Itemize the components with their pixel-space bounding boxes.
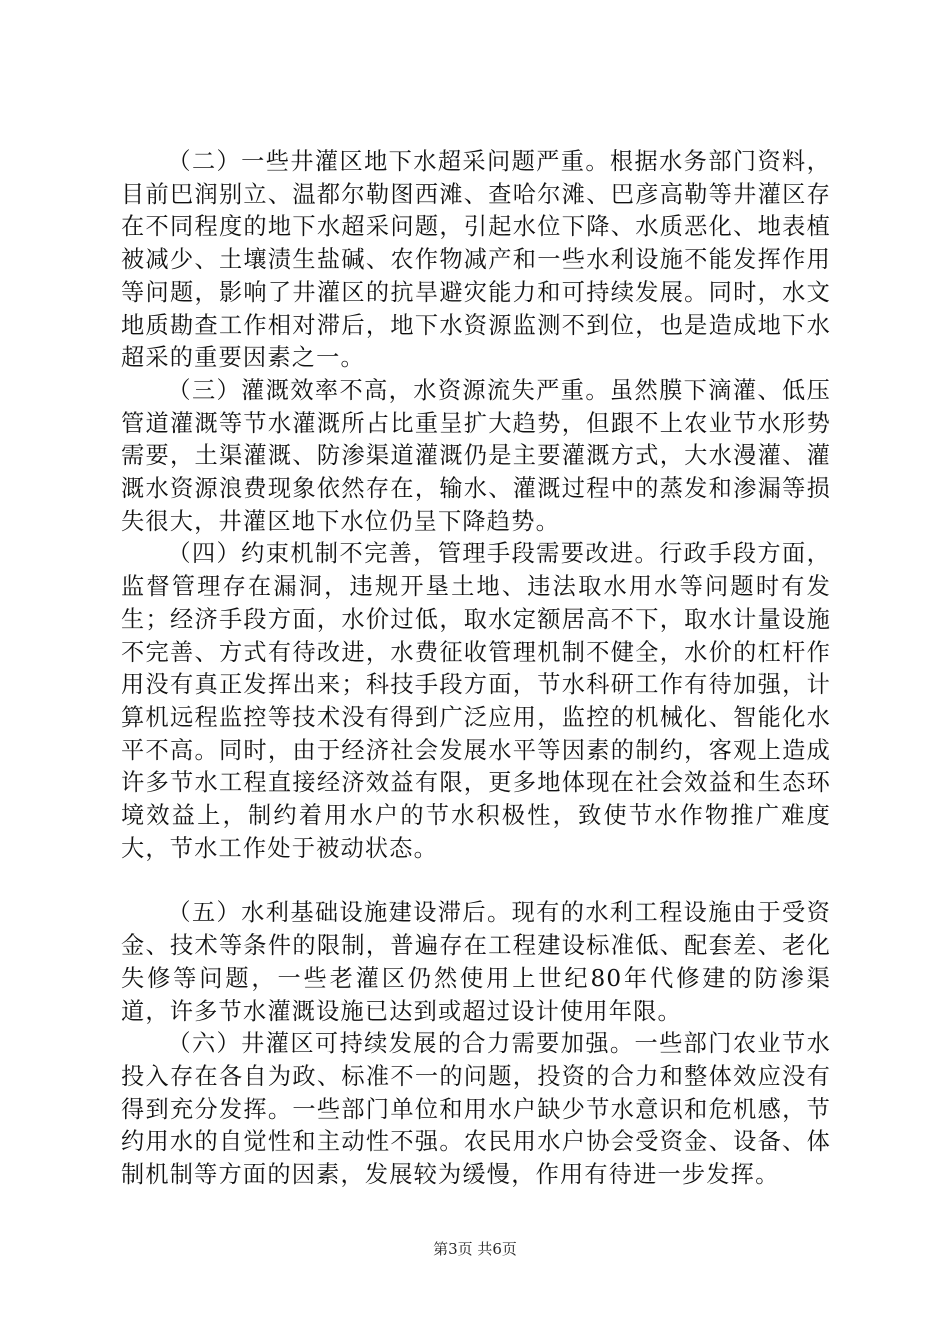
page-number-footer: 第3页 共6页 — [433, 1240, 517, 1258]
document-body — [121, 146, 831, 1192]
paragraph-six: （六）井灌区可持续发展的合力需要加强。一些部门农业节水投入存在各自为政、标准不一的问题，投资的合力和整体效应没有得到充分发挥。一些部门单位和用水户缺少节水意识和危机感，节约用水的自觉性和主动性不强。农民用水户协会受资金、设备、体制机制等方面的因素，发展较为缓慢，作用有待进一步发挥。 — [121, 1030, 831, 1189]
paragraph-four: （四）约束机制不完善，管理手段需要改进。行政手段方面，监督管理存在漏洞，违规开垦土地、违法取水用水等问题时有发生；经济手段方面，水价过低，取水定额居高不下，取水计量设施不完善、方式有待改进，水费征收管理机制不健全，水价的杠杆作用没有真正发挥出来；科技手段方面，节水科研工作有待加强，计算机远程监控等技术没有得到广泛应用，监控的机械化、智能化水平不高。同时，由于经济社会发展水平等因素的制约，客观上造成许多节水工程直接经济效益有限，更多地体现在社会效益和生态环境效益上，制约着用水户的节水积极性，致使节水作物推广难度大，节水工作处于被动状态。 — [121, 540, 831, 862]
paragraph-five: （五）水利基础设施建设滞后。现有的水利工程设施由于受资金、技术等条件的限制，普遍存在工程建设标准低、配套差、老化失修等问题，一些老灌区仍然使用上世纪80年代修建的防渗渠道，许多节水灌溉设施已达到或超过设计使用年限。 — [121, 899, 831, 1025]
paragraph-three: （三）灌溉效率不高，水资源流失严重。虽然膜下滴灌、低压管道灌溉等节水灌溉所占比重呈扩大趋势，但跟不上农业节水形势需要，土渠灌溉、防渗渠道灌溉仍是主要灌溉方式，大水漫灌、灌溉水资源浪费现象依然存在，输水、灌溉过程中的蒸发和渗漏等损失很大，井灌区地下水位仍呈下降趋势。 — [121, 376, 831, 535]
paragraph-two: （二）一些井灌区地下水超采问题严重。根据水务部门资料，目前巴润别立、温都尔勒图西滩、查哈尔滩、巴彦高勒等井灌区存在不同程度的地下水超采问题，引起水位下降、水质恶化、地表植被减少、土壤渍生盐碱、农作物减产和一些水利设施不能发挥作用等问题，影响了井灌区的抗旱避灾能力和可持续发展。同时，水文地质勘查工作相对滞后，地下水资源监测不到位，也是造成地下水超采的重要因素之一。 — [121, 148, 831, 372]
